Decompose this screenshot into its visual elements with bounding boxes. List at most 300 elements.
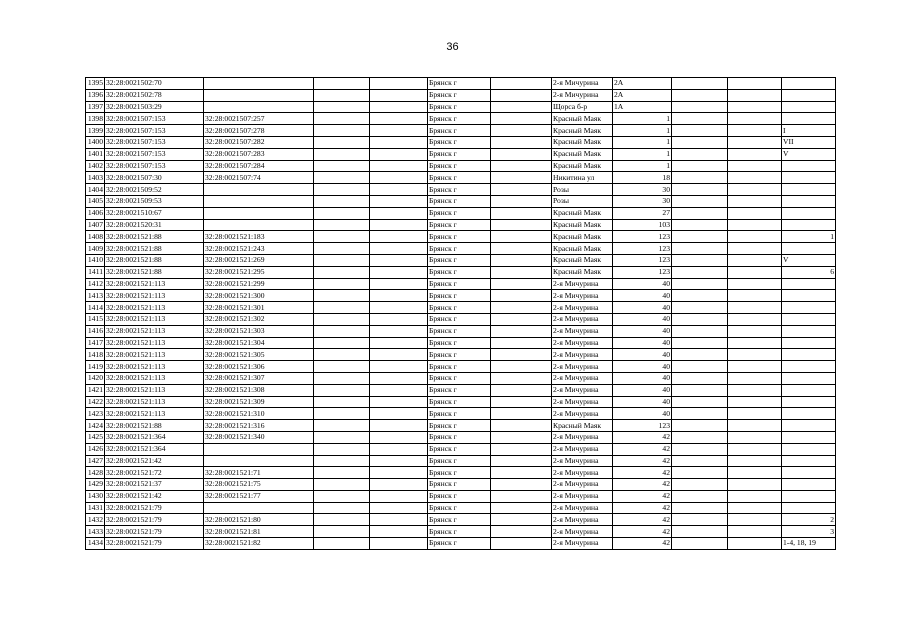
cell-street: Щорса б-р: [552, 101, 613, 113]
cell-house: 42: [613, 455, 672, 467]
cell-empty: [370, 538, 428, 550]
cell-city: Брянск г: [428, 78, 491, 90]
cell-number: 1405: [86, 195, 105, 207]
cell-city: Брянск г: [428, 231, 491, 243]
cell-empty: [728, 443, 782, 455]
cell-object-cadastral-number: [204, 89, 314, 101]
cell-empty: [728, 455, 782, 467]
cell-number: 1417: [86, 337, 105, 349]
cell-number: 1420: [86, 372, 105, 384]
cell-empty: [370, 136, 428, 148]
cell-empty: [314, 349, 370, 361]
cell-object-cadastral-number: 32:28:0021521:340: [204, 431, 314, 443]
cell-city: Брянск г: [428, 396, 491, 408]
cell-empty: [672, 313, 728, 325]
cell-object-cadastral-number: [204, 455, 314, 467]
cell-street: 2-я Мичурина: [552, 337, 613, 349]
cell-cadastral-number: 32:28:0021521:113: [105, 302, 204, 314]
cell-number: 1431: [86, 502, 105, 514]
cell-empty: [672, 479, 728, 491]
cell-object-cadastral-number: 32:28:0021507:284: [204, 160, 314, 172]
cell-house: 40: [613, 372, 672, 384]
cell-empty: [491, 195, 552, 207]
cell-object-cadastral-number: [204, 78, 314, 90]
cell-city: Брянск г: [428, 514, 491, 526]
cell-number: 1409: [86, 243, 105, 255]
cell-street: 2-я Мичурина: [552, 538, 613, 550]
table-row: [86, 538, 836, 550]
cell-empty: [728, 396, 782, 408]
cell-city: Брянск г: [428, 420, 491, 432]
cell-city: Брянск г: [428, 443, 491, 455]
cell-premises: V: [782, 254, 836, 266]
cell-street: 2-я Мичурина: [552, 431, 613, 443]
cell-city: Брянск г: [428, 219, 491, 231]
cell-empty: [370, 125, 428, 137]
cell-empty: [491, 443, 552, 455]
cell-house: 40: [613, 302, 672, 314]
table-row: [86, 420, 836, 432]
cell-cadastral-number: 32:28:0021521:88: [105, 420, 204, 432]
table-row: [86, 372, 836, 384]
cell-cadastral-number: 32:28:0021521:113: [105, 396, 204, 408]
cell-empty: [370, 372, 428, 384]
cell-premises: [782, 337, 836, 349]
cell-street: Красный Маяк: [552, 125, 613, 137]
cell-empty: [314, 467, 370, 479]
cell-object-cadastral-number: 32:28:0021521:300: [204, 290, 314, 302]
cell-object-cadastral-number: 32:28:0021507:257: [204, 113, 314, 125]
cell-number: 1434: [86, 538, 105, 550]
cell-empty: [491, 136, 552, 148]
cell-empty: [491, 184, 552, 196]
cell-cadastral-number: 32:28:0021521:113: [105, 290, 204, 302]
cell-object-cadastral-number: 32:28:0021521:75: [204, 479, 314, 491]
cell-object-cadastral-number: 32:28:0021521:316: [204, 420, 314, 432]
cell-empty: [370, 420, 428, 432]
cell-city: Брянск г: [428, 408, 491, 420]
cell-street: 2-я Мичурина: [552, 278, 613, 290]
cell-street: Красный Маяк: [552, 254, 613, 266]
cell-premises: [782, 78, 836, 90]
cell-street: Розы: [552, 184, 613, 196]
cell-empty: [314, 490, 370, 502]
cell-empty: [370, 384, 428, 396]
cell-object-cadastral-number: 32:28:0021521:80: [204, 514, 314, 526]
cell-cadastral-number: 32:28:0021521:42: [105, 490, 204, 502]
cell-empty: [491, 420, 552, 432]
cell-empty: [672, 514, 728, 526]
cell-city: Брянск г: [428, 195, 491, 207]
cell-premises: [782, 160, 836, 172]
cell-empty: [491, 490, 552, 502]
cell-empty: [314, 125, 370, 137]
cell-number: 1426: [86, 443, 105, 455]
table-row: [86, 337, 836, 349]
cell-premises: [782, 101, 836, 113]
cell-number: 1401: [86, 148, 105, 160]
table-row: [86, 526, 836, 538]
cell-empty: [370, 490, 428, 502]
cell-premises: V: [782, 148, 836, 160]
cell-street: 2-я Мичурина: [552, 479, 613, 491]
cell-city: Брянск г: [428, 349, 491, 361]
cell-empty: [491, 101, 552, 113]
cell-empty: [370, 361, 428, 373]
cell-number: 1411: [86, 266, 105, 278]
cell-empty: [370, 78, 428, 90]
cell-empty: [491, 89, 552, 101]
cell-empty: [370, 455, 428, 467]
cell-city: Брянск г: [428, 278, 491, 290]
cell-empty: [728, 266, 782, 278]
cell-number: 1406: [86, 207, 105, 219]
cell-empty: [728, 136, 782, 148]
cell-city: Брянск г: [428, 136, 491, 148]
cell-empty: [314, 361, 370, 373]
cell-city: Брянск г: [428, 538, 491, 550]
cell-street: Красный Маяк: [552, 231, 613, 243]
cell-empty: [314, 243, 370, 255]
cell-premises: [782, 89, 836, 101]
cell-number: 1430: [86, 490, 105, 502]
cell-empty: [370, 101, 428, 113]
cell-house: 40: [613, 325, 672, 337]
cell-cadastral-number: 32:28:0021507:153: [105, 148, 204, 160]
cell-object-cadastral-number: 32:28:0021521:310: [204, 408, 314, 420]
cell-object-cadastral-number: 32:28:0021521:71: [204, 467, 314, 479]
cell-street: Красный Маяк: [552, 420, 613, 432]
cell-number: 1412: [86, 278, 105, 290]
cell-house: 40: [613, 290, 672, 302]
cell-house: 1: [613, 160, 672, 172]
cell-empty: [728, 384, 782, 396]
cell-empty: [728, 514, 782, 526]
table-row: [86, 384, 836, 396]
cell-empty: [314, 89, 370, 101]
cell-empty: [314, 408, 370, 420]
cell-house: 42: [613, 479, 672, 491]
cell-empty: [491, 243, 552, 255]
cell-object-cadastral-number: [204, 195, 314, 207]
table-row: [86, 431, 836, 443]
cell-number: 1422: [86, 396, 105, 408]
cell-empty: [370, 254, 428, 266]
table-row: [86, 243, 836, 255]
cell-empty: [370, 195, 428, 207]
cell-empty: [370, 431, 428, 443]
cell-empty: [370, 408, 428, 420]
table-row: [86, 455, 836, 467]
cell-cadastral-number: 32:28:0021521:79: [105, 538, 204, 550]
cell-house: 40: [613, 408, 672, 420]
cell-number: 1433: [86, 526, 105, 538]
cell-cadastral-number: 32:28:0021507:30: [105, 172, 204, 184]
cell-city: Брянск г: [428, 467, 491, 479]
cell-premises: [782, 361, 836, 373]
table-row: [86, 443, 836, 455]
table-row: [86, 278, 836, 290]
cell-empty: [672, 254, 728, 266]
cell-empty: [314, 78, 370, 90]
cell-number: 1424: [86, 420, 105, 432]
cell-city: Брянск г: [428, 266, 491, 278]
cell-empty: [370, 396, 428, 408]
cell-house: 42: [613, 538, 672, 550]
cell-empty: [370, 337, 428, 349]
cell-empty: [672, 396, 728, 408]
cell-object-cadastral-number: 32:28:0021521:307: [204, 372, 314, 384]
cell-city: Брянск г: [428, 207, 491, 219]
cell-city: Брянск г: [428, 89, 491, 101]
cell-object-cadastral-number: 32:28:0021521:306: [204, 361, 314, 373]
cell-premises: 3: [782, 526, 836, 538]
cell-empty: [370, 526, 428, 538]
cell-empty: [314, 526, 370, 538]
cell-premises: 6: [782, 266, 836, 278]
cell-house: 1: [613, 125, 672, 137]
cell-empty: [491, 302, 552, 314]
cell-cadastral-number: 32:28:0021507:153: [105, 113, 204, 125]
cell-premises: [782, 443, 836, 455]
table-row: [86, 467, 836, 479]
cell-empty: [491, 207, 552, 219]
cell-empty: [314, 479, 370, 491]
cell-empty: [728, 254, 782, 266]
cell-empty: [491, 479, 552, 491]
cell-city: Брянск г: [428, 172, 491, 184]
cell-premises: [782, 172, 836, 184]
cell-object-cadastral-number: 32:28:0021521:77: [204, 490, 314, 502]
table-row: [86, 302, 836, 314]
cell-street: 2-я Мичурина: [552, 408, 613, 420]
cell-number: 1416: [86, 325, 105, 337]
table-row: [86, 172, 836, 184]
cell-street: 2-я Мичурина: [552, 514, 613, 526]
cell-empty: [672, 125, 728, 137]
cell-object-cadastral-number: 32:28:0021521:309: [204, 396, 314, 408]
cell-premises: [782, 479, 836, 491]
cell-cadastral-number: 32:28:0021521:88: [105, 231, 204, 243]
cell-premises: [782, 219, 836, 231]
cell-city: Брянск г: [428, 148, 491, 160]
cell-city: Брянск г: [428, 290, 491, 302]
cell-house: 42: [613, 526, 672, 538]
cell-cadastral-number: 32:28:0021521:113: [105, 337, 204, 349]
cell-empty: [314, 172, 370, 184]
cell-empty: [672, 349, 728, 361]
cell-cadastral-number: 32:28:0021509:53: [105, 195, 204, 207]
cell-empty: [672, 278, 728, 290]
cell-cadastral-number: 32:28:0021521:113: [105, 384, 204, 396]
cell-premises: [782, 408, 836, 420]
table-row: [86, 349, 836, 361]
table-row: [86, 207, 836, 219]
cell-street: Никитина ул: [552, 172, 613, 184]
cell-cadastral-number: 32:28:0021507:153: [105, 160, 204, 172]
cell-cadastral-number: 32:28:0021503:29: [105, 101, 204, 113]
cell-house: 40: [613, 278, 672, 290]
cell-house: 30: [613, 195, 672, 207]
cell-number: 1414: [86, 302, 105, 314]
cell-street: Красный Маяк: [552, 136, 613, 148]
cell-cadastral-number: 32:28:0021507:153: [105, 125, 204, 137]
cell-house: 2А: [613, 78, 672, 90]
cell-number: 1427: [86, 455, 105, 467]
cell-empty: [728, 372, 782, 384]
cell-empty: [370, 148, 428, 160]
cell-empty: [314, 101, 370, 113]
cell-street: 2-я Мичурина: [552, 325, 613, 337]
table-row: [86, 479, 836, 491]
table-row: [86, 160, 836, 172]
cell-city: Брянск г: [428, 313, 491, 325]
cell-empty: [672, 160, 728, 172]
cell-empty: [672, 184, 728, 196]
cell-house: 40: [613, 361, 672, 373]
cell-empty: [491, 526, 552, 538]
cell-street: 2-я Мичурина: [552, 290, 613, 302]
cell-street: 2-я Мичурина: [552, 89, 613, 101]
cell-empty: [491, 290, 552, 302]
cell-empty: [728, 231, 782, 243]
cell-house: 42: [613, 490, 672, 502]
cell-house: 123: [613, 231, 672, 243]
cell-number: 1419: [86, 361, 105, 373]
cell-house: 1: [613, 113, 672, 125]
cell-house: 42: [613, 443, 672, 455]
cell-empty: [672, 172, 728, 184]
cell-premises: I: [782, 125, 836, 137]
cell-empty: [370, 172, 428, 184]
cell-premises: [782, 420, 836, 432]
cell-empty: [728, 408, 782, 420]
cell-number: 1398: [86, 113, 105, 125]
cell-object-cadastral-number: 32:28:0021521:302: [204, 313, 314, 325]
cell-street: 2-я Мичурина: [552, 455, 613, 467]
cell-object-cadastral-number: [204, 443, 314, 455]
cell-empty: [370, 231, 428, 243]
cell-number: 1407: [86, 219, 105, 231]
cell-house: 42: [613, 467, 672, 479]
cell-empty: [370, 479, 428, 491]
cell-house: 42: [613, 431, 672, 443]
cell-empty: [672, 101, 728, 113]
cell-empty: [672, 455, 728, 467]
cell-empty: [314, 502, 370, 514]
cell-cadastral-number: 32:28:0021521:79: [105, 514, 204, 526]
cell-cadastral-number: 32:28:0021521:113: [105, 313, 204, 325]
cell-empty: [728, 349, 782, 361]
cell-empty: [728, 172, 782, 184]
table-row: [86, 148, 836, 160]
cell-number: 1395: [86, 78, 105, 90]
cell-street: 2-я Мичурина: [552, 467, 613, 479]
cell-object-cadastral-number: 32:28:0021521:303: [204, 325, 314, 337]
cell-empty: [672, 113, 728, 125]
cell-empty: [672, 467, 728, 479]
cell-city: Брянск г: [428, 526, 491, 538]
cell-empty: [728, 278, 782, 290]
cell-premises: [782, 195, 836, 207]
cell-cadastral-number: 32:28:0021521:113: [105, 325, 204, 337]
cell-premises: [782, 455, 836, 467]
cell-cadastral-number: 32:28:0021521:113: [105, 372, 204, 384]
cell-object-cadastral-number: 32:28:0021521:183: [204, 231, 314, 243]
cell-cadastral-number: 32:28:0021521:88: [105, 266, 204, 278]
cell-premises: [782, 302, 836, 314]
cell-number: 1396: [86, 89, 105, 101]
cell-empty: [314, 443, 370, 455]
cell-empty: [491, 113, 552, 125]
table-row: [86, 396, 836, 408]
cell-empty: [370, 302, 428, 314]
cell-street: 2-я Мичурина: [552, 361, 613, 373]
cell-object-cadastral-number: [204, 219, 314, 231]
cell-object-cadastral-number: 32:28:0021507:282: [204, 136, 314, 148]
cell-object-cadastral-number: 32:28:0021521:299: [204, 278, 314, 290]
cell-empty: [370, 443, 428, 455]
cell-number: 1425: [86, 431, 105, 443]
cell-object-cadastral-number: 32:28:0021521:269: [204, 254, 314, 266]
cell-cadastral-number: 32:28:0021502:70: [105, 78, 204, 90]
cell-empty: [314, 148, 370, 160]
cell-empty: [370, 278, 428, 290]
cell-number: 1421: [86, 384, 105, 396]
cell-empty: [491, 538, 552, 550]
cell-premises: [782, 384, 836, 396]
cell-empty: [672, 526, 728, 538]
cell-city: Брянск г: [428, 160, 491, 172]
cell-empty: [314, 420, 370, 432]
cell-empty: [314, 325, 370, 337]
cell-empty: [728, 467, 782, 479]
cell-street: 2-я Мичурина: [552, 384, 613, 396]
cell-empty: [728, 313, 782, 325]
cell-empty: [728, 490, 782, 502]
table-row: [86, 502, 836, 514]
table-row: [86, 254, 836, 266]
cell-street: 2-я Мичурина: [552, 526, 613, 538]
cell-premises: [782, 313, 836, 325]
cell-empty: [370, 113, 428, 125]
cell-empty: [672, 337, 728, 349]
cell-empty: [314, 302, 370, 314]
cell-cadastral-number: 32:28:0021520:31: [105, 219, 204, 231]
cell-empty: [728, 302, 782, 314]
cell-empty: [314, 219, 370, 231]
cell-premises: [782, 184, 836, 196]
cell-empty: [491, 514, 552, 526]
cell-cadastral-number: 32:28:0021510:67: [105, 207, 204, 219]
cell-street: 2-я Мичурина: [552, 443, 613, 455]
cell-empty: [314, 278, 370, 290]
cell-house: 123: [613, 420, 672, 432]
cell-empty: [314, 313, 370, 325]
cell-empty: [370, 290, 428, 302]
cell-empty: [672, 408, 728, 420]
cell-empty: [314, 207, 370, 219]
cell-city: Брянск г: [428, 479, 491, 491]
cell-object-cadastral-number: 32:28:0021521:301: [204, 302, 314, 314]
cell-number: 1408: [86, 231, 105, 243]
table-row: [86, 113, 836, 125]
cell-object-cadastral-number: [204, 502, 314, 514]
cell-premises: [782, 278, 836, 290]
cell-premises: [782, 243, 836, 255]
cell-city: Брянск г: [428, 325, 491, 337]
cell-empty: [370, 502, 428, 514]
